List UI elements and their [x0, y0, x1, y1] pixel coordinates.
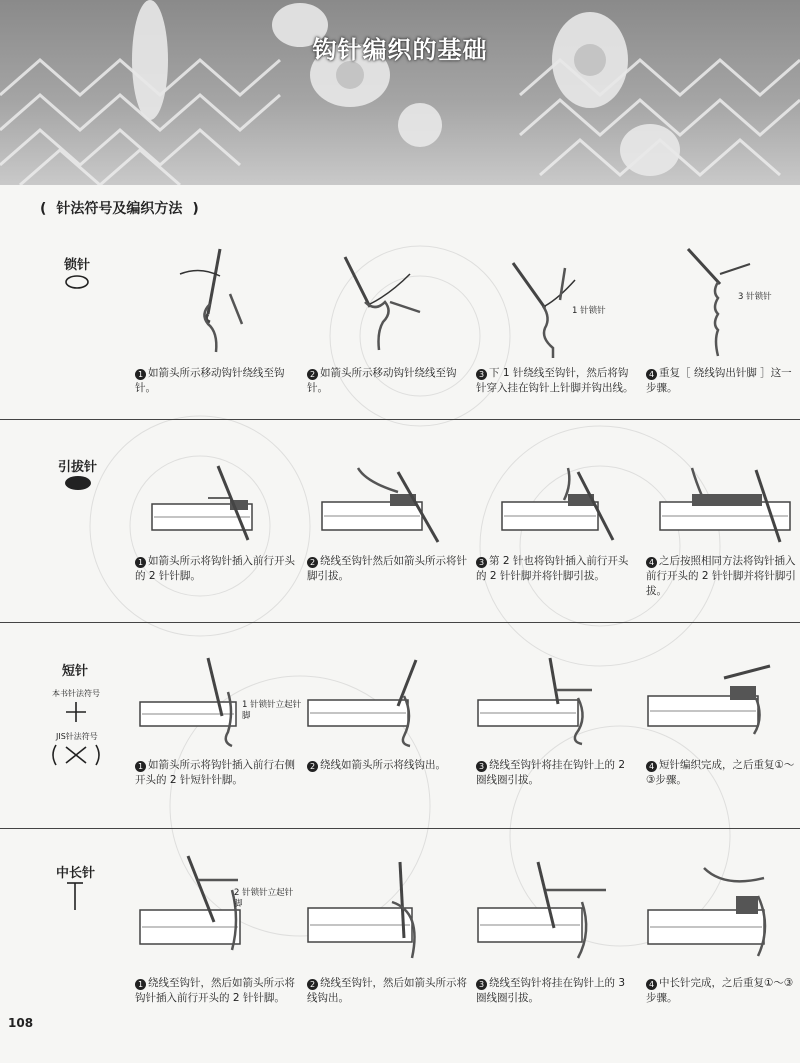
step-number: 1 — [135, 761, 146, 772]
step-text: 绕线至钩针然后如箭头所示将针脚引拔。 — [307, 555, 467, 582]
single-step2-illustration — [304, 656, 424, 748]
lace-photo — [0, 0, 800, 185]
step-text: 绕线至钩针将挂在钩针上的 2 圈线圈引拔。 — [476, 759, 626, 786]
slip-stitch-symbol-icon — [62, 474, 94, 492]
half-double-step3-illustration — [474, 858, 614, 964]
single-step3-illustration — [474, 654, 604, 748]
step-number: 4 — [646, 979, 657, 990]
slip-step-4 — [646, 554, 796, 599]
step-number: 3 — [476, 979, 487, 990]
chain-symbol-icon — [64, 274, 90, 290]
chain-step4-illustration — [680, 244, 770, 364]
slip-step-2 — [307, 554, 467, 584]
jis-symbol-label: JIS针法符号 — [56, 732, 98, 741]
single-label-1: 1 针锁针立起针脚 — [242, 700, 302, 721]
slip-step3-illustration — [498, 462, 628, 552]
step-text: 如箭头所示将钩针插入前行右侧开头的 2 针短针针脚。 — [135, 759, 295, 786]
step-number: 1 — [135, 557, 146, 568]
stitch-name-single: 短针 — [62, 664, 89, 679]
step-number: 1 — [135, 979, 146, 990]
step-text: 短针编织完成，之后重复①～③步骤。 — [646, 759, 795, 786]
half-double-step-2 — [307, 976, 467, 1006]
divider — [0, 419, 800, 420]
stitch-name-chain: 锁针 — [64, 258, 91, 273]
step-text: 绕线至钩针，然后如箭头所示将钩针插入前行开头的 2 针针脚。 — [135, 977, 295, 1004]
chain-step-1 — [135, 366, 295, 396]
chain-step1-illustration — [170, 244, 260, 354]
step-text: 如箭头所示移动钩针绕线至钩针。 — [307, 367, 457, 394]
jis-x-symbol-icon — [50, 743, 102, 767]
step-number: 1 — [135, 369, 146, 380]
page-title: 钩针编织的基础 — [312, 36, 488, 64]
step-number: 4 — [646, 557, 657, 568]
step-text: 中长针完成，之后重复①～③步骤。 — [646, 977, 794, 1004]
single-step1-illustration — [136, 652, 246, 748]
header-banner — [0, 0, 800, 185]
slip-step1-illustration — [148, 460, 268, 550]
single-step-4 — [646, 758, 796, 788]
step-text: 如箭头所示将钩针插入前行开头的 2 针针脚。 — [135, 555, 295, 582]
stitch-name-slip: 引拔针 — [58, 460, 98, 475]
divider — [0, 828, 800, 829]
chain-step-2 — [307, 366, 467, 396]
half-double-step-1 — [135, 976, 295, 1006]
slip-step-1 — [135, 554, 295, 584]
single-step-2 — [307, 758, 467, 773]
slip-step-3 — [476, 554, 636, 584]
page-number: 108 — [8, 1016, 34, 1030]
step-number: 4 — [646, 369, 657, 380]
step-number: 3 — [476, 761, 487, 772]
step-number: 4 — [646, 761, 657, 772]
step-text: 如箭头所示移动钩针绕线至钩针。 — [135, 367, 285, 394]
chain-label-2: 3 针锁针 — [738, 292, 772, 302]
chain-step2-illustration — [340, 252, 430, 352]
slip-step2-illustration — [318, 462, 448, 552]
half-double-crochet-t-icon — [64, 880, 86, 912]
half-double-step4-illustration — [644, 856, 784, 964]
step-number: 2 — [307, 369, 318, 380]
step-number: 2 — [307, 761, 318, 772]
step-text: 绕线如箭头所示将线钩出。 — [320, 759, 446, 771]
chain-label-1: 1 针锁针 — [572, 306, 606, 316]
half-double-step2-illustration — [304, 858, 434, 964]
section-title: 针法符号及编织方法 — [56, 201, 183, 217]
chain-step-4 — [646, 366, 796, 396]
step-number: 2 — [307, 557, 318, 568]
half-double-step-3 — [476, 976, 636, 1006]
section-heading: ( 针法符号及编织方法 ) — [40, 201, 199, 217]
single-step4-illustration — [644, 658, 774, 748]
step-number: 3 — [476, 369, 487, 380]
chain-step-3 — [476, 366, 636, 396]
step-text: 下 1 针绕线至钩针，然后将钩针穿入挂在钩针上针脚并钩出线。 — [476, 367, 634, 394]
stitch-name-half-double: 中长针 — [56, 866, 96, 881]
half-double-label-1: 2 针锁针立起针脚 — [234, 888, 294, 909]
step-number: 3 — [476, 557, 487, 568]
step-text: 重复［ 绕线钩出针脚 ］这一步骤。 — [646, 367, 792, 394]
book-symbol-label: 本书针法符号 — [52, 689, 100, 698]
step-text: 之后按照相同方法将钩针插入前行开头的 2 针针脚并将针脚引拔。 — [646, 555, 796, 597]
half-double-step-4 — [646, 976, 796, 1006]
single-step-3 — [476, 758, 636, 788]
step-number: 2 — [307, 979, 318, 990]
step-text: 第 2 针也将钩针插入前行开头的 2 针针脚并将针脚引拔。 — [476, 555, 629, 582]
step-text: 绕线至钩针，然后如箭头所示将线钩出。 — [307, 977, 467, 1004]
slip-step4-illustration — [656, 462, 796, 552]
single-crochet-plus-icon — [64, 700, 88, 724]
single-step-1 — [135, 758, 295, 788]
divider — [0, 622, 800, 623]
step-text: 绕线至钩针将挂在钩针上的 3 圈线圈引拔。 — [476, 977, 626, 1004]
